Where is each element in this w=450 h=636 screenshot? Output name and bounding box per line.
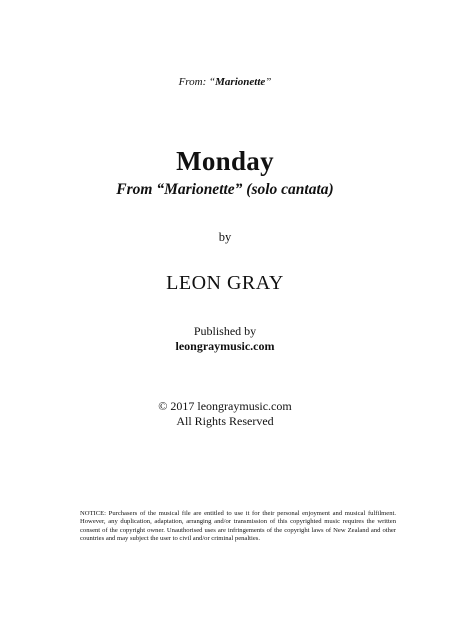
publisher-website: leongraymusic.com (175, 339, 275, 353)
page-title: Monday (176, 146, 274, 176)
copyright-notice: NOTICE: Purchasers of the musical file are entitled to use it for their personal enjoyment and musical fulfilment. However, any duplication, adaptation, arranging and/or transmission of this copyrighted music requires the written consent of the copyright owner. Unauthorised uses are infringements of the copyright laws of New Zealand and other countries and may subject the user to civil and/or criminal penalties. (80, 510, 396, 543)
composer-name: LEON GRAY (166, 272, 284, 294)
header-source-line (0, 76, 450, 88)
rights-reserved: All Rights Reserved (176, 414, 274, 428)
published-by-label: Published by (193, 324, 257, 338)
header-source-prefix: From: “ (178, 76, 216, 88)
copyright-line: © 2017 leongraymusic.com (158, 399, 292, 413)
header-source-suffix: ” (265, 76, 272, 88)
subtitle: From “Marionette” (solo cantata) (116, 181, 334, 198)
header-source-work: Marionette (215, 76, 266, 88)
by-label: by (218, 230, 232, 244)
